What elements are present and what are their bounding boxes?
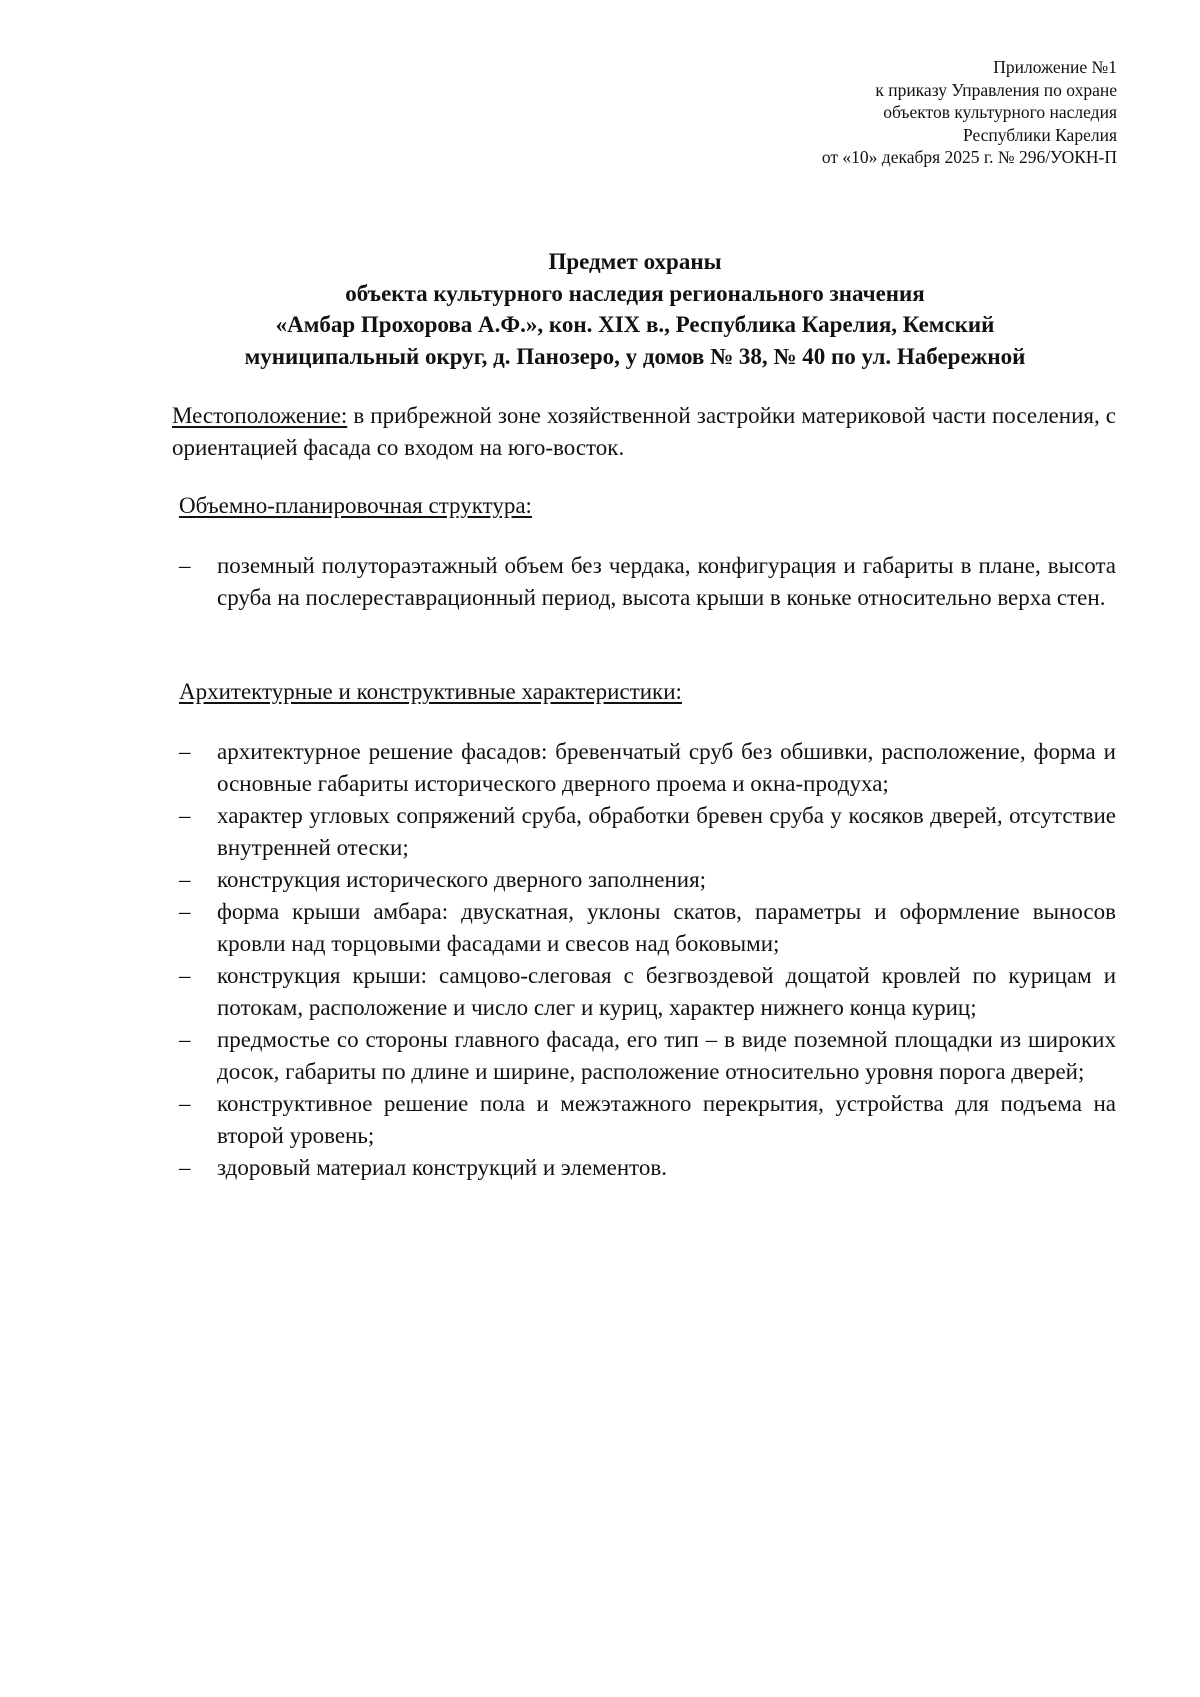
appendix-line: от «10» декабря 2025 г. № 296/УОКН-П — [821, 147, 1117, 167]
title-line: объекта культурного наследия регионального значения — [345, 280, 925, 306]
appendix-reference — [597, 56, 1117, 169]
structure-list — [0, 550, 1200, 614]
list-item — [0, 800, 1116, 864]
list-item-text: поземный полутораэтажный объем без чердака, конфигурация и габариты в плане, высота сруба на послереставрационный период, высота крыши в коньке относительно верха стен. — [217, 553, 1116, 610]
list-item-text: характер угловых сопряжений сруба, обработки бревен сруба у косяков дверей, отсутствие внутренней отески; — [217, 803, 1116, 860]
list-item-text: конструкция исторического дверного заполнения; — [217, 867, 707, 892]
title-line: Предмет охраны — [548, 249, 722, 274]
list-item-text: конструктивное решение пола и межэтажного перекрытия, устройства для подъема на второй уровень; — [217, 1091, 1116, 1148]
appendix-line: Приложение №1 — [993, 57, 1117, 77]
list-item — [0, 1152, 1116, 1184]
appendix-line: Республики Карелия — [962, 124, 1117, 145]
characteristics-list — [0, 736, 1200, 1184]
list-dash: – — [179, 803, 191, 828]
list-dash: – — [179, 739, 191, 764]
list-item-text: архитектурное решение фасадов: бревенчатый сруб без обшивки, расположение, форма и основные габариты исторического дверного проема и окна-продуха; — [217, 739, 1116, 796]
appendix-line: объектов культурного наследия — [883, 102, 1117, 122]
list-item — [0, 1088, 1116, 1152]
location-paragraph — [172, 400, 1116, 464]
structure-heading: Объемно-планировочная структура: — [179, 493, 532, 518]
list-dash: – — [179, 1027, 191, 1052]
list-dash: – — [179, 963, 191, 988]
document-title — [160, 246, 1110, 372]
title-line: «Амбар Прохорова А.Ф.», кон. XIX в., Республика Карелия, Кемский — [275, 312, 995, 337]
list-item — [0, 864, 1116, 896]
list-item-text: форма крыши амбара: двускатная, уклоны скатов, параметры и оформление выносов кровли над торцовыми фасадами и свесов над боковыми; — [217, 899, 1116, 956]
location-label: Местоположение: — [172, 403, 348, 428]
location-text: в прибрежной зоне хозяйственной застройки материковой части поселения, с ориентацией фасада со входом на юго-восток. — [172, 403, 1116, 460]
list-item — [0, 550, 1116, 614]
list-dash: – — [179, 1091, 191, 1116]
list-item — [0, 736, 1116, 800]
characteristics-heading: Архитектурные и конструктивные характеристики: — [179, 679, 682, 704]
list-item — [0, 896, 1116, 960]
list-dash: – — [179, 899, 191, 924]
list-item — [0, 960, 1116, 1024]
title-line: муниципальный округ, д. Панозеро, у домов № 38, № 40 по ул. Набережной — [244, 343, 1026, 369]
list-dash: – — [179, 1155, 191, 1180]
list-item-text: предмостье со стороны главного фасада, его тип – в виде поземной площадки из широких досок, габариты по длине и ширине, расположение относительно уровня порога дверей; — [217, 1027, 1116, 1084]
list-item — [0, 1024, 1116, 1088]
list-item-text: здоровый материал конструкций и элементов. — [217, 1155, 667, 1180]
appendix-line: к приказу Управления по охране — [875, 79, 1117, 100]
list-item-text: конструкция крыши: самцово-слеговая с безгвоздевой дощатой кровлей по курицам и потокам, расположение и число слег и куриц, характер нижнего конца куриц; — [217, 963, 1116, 1020]
list-dash: – — [179, 867, 191, 892]
list-dash: – — [179, 553, 191, 578]
